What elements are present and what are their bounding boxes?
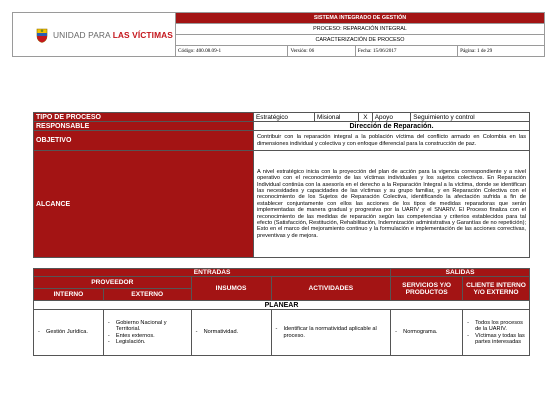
cliente-header: CLIENTE INTERNO Y/O EXTERNO	[463, 277, 530, 301]
logo-cell	[13, 13, 176, 57]
doc-code: Código: 400.08.09-1	[175, 46, 287, 57]
doc-version: Versión: 06	[288, 46, 355, 57]
objetivo-value: Contribuir con la reparación integral a la población víctima del conflicto armado en Colombia en las dimensiones individual y colectiva y con enfoque diferencial para la construcción de paz.	[254, 131, 530, 151]
doc-type: CARACTERIZACIÓN DE PROCESO	[175, 35, 544, 46]
doc-date: Fecha: 15/06/2017	[355, 46, 457, 57]
responsable-value: Dirección de Reparación.	[254, 122, 530, 131]
tipo-mark: X	[359, 113, 373, 121]
list-item: - Normograma.	[394, 329, 459, 335]
externo-header: EXTERNO	[103, 289, 191, 301]
row-servicios	[391, 310, 463, 356]
tipo-seguimiento: Seguimiento y control	[413, 113, 475, 121]
responsable-label: RESPONSABLE	[34, 122, 254, 131]
row-insumos	[191, 310, 271, 356]
list-item: - Entes externos.	[107, 333, 188, 339]
alcance-label: ALCANCE	[34, 151, 254, 258]
tipo-estrategico: Estratégico	[254, 113, 315, 121]
row-cliente	[463, 310, 530, 356]
proveedor-header: PROVEEDOR	[34, 277, 192, 289]
row-actividades	[271, 310, 391, 356]
tipo-misional: Misional	[315, 113, 359, 121]
list-item: - Identificar la normatividad aplicable al proceso.	[275, 326, 388, 338]
salidas-header: SALIDAS	[391, 269, 530, 277]
entradas-header: ENTRADAS	[34, 269, 391, 277]
interno-header: INTERNO	[34, 289, 104, 301]
actividades-header: ACTIVIDADES	[271, 277, 391, 301]
list-item: - Todos los procesos de la UARIV.	[466, 320, 526, 332]
list-item: - Gobierno Nacional y Territorial.	[107, 320, 188, 332]
servicios-header: SERVICIOS Y/O PRODUCTOS	[391, 277, 463, 301]
list-item: - Víctimas y todas las partes interesadas	[466, 333, 526, 345]
document-header	[12, 12, 545, 57]
logo	[35, 27, 173, 43]
system-title: SISTEMA INTEGRADO DE GESTIÓN	[175, 13, 544, 24]
phase-planear: PLANEAR	[34, 301, 530, 310]
process-table	[33, 112, 530, 258]
logo-text: UNIDAD PARA LAS VÍCTIMAS	[53, 29, 173, 40]
inputs-outputs-table	[33, 268, 530, 356]
list-item: - Gestión Jurídica.	[37, 329, 100, 335]
objetivo-label: OBJETIVO	[34, 131, 254, 151]
doc-page: Página: 1 de 29	[458, 46, 545, 57]
alcance-value: A nivel estratégico inicia con la proyección del plan de acción para la vigencia correspondiente y a nivel operativo con el reconocimiento de las víctimas individuales y los sujetos colectivos. En Reparación Individual continúa con la asesoría en el derecho a la Reparación Integral a la víctima, donde se identifican las necesidades y capacidades de las víctimas y su grupo familiar, y en Reparación Colectiva con el reconocimiento de los Sujetos de Reparación Colectiva, identificando la afectación sufrida a fin de establecer conjuntamente con ellos las acciones de los tipos de medidas reparadoras que serán implementadas de manera gradual y progresiva por la UARIV y el SNARIV. El Proceso finaliza con el reconocimiento de las medidas de reparación según las competencias y criterios establecidos para tal efecto (Satisfacción, Restitución, Rehabilitación, Indemnización administrativa y Garantías de no repetición); Esto en el marco del mejoramiento continuo y la formulación e implementación de las acciones correctivas, preventivas y de mejora.	[254, 151, 530, 258]
coat-of-arms-icon	[35, 27, 49, 43]
tipo-options	[254, 113, 530, 122]
insumos-header: INSUMOS	[191, 277, 271, 301]
process-line: PROCESO: REPARACIÓN INTEGRAL	[175, 24, 544, 35]
row-interno	[34, 310, 104, 356]
row-externo	[103, 310, 191, 356]
list-item: - Normatividad.	[195, 329, 268, 335]
list-item: - Legislación.	[107, 339, 188, 345]
tipo-apoyo: Apoyo	[372, 113, 411, 121]
tipo-label: TIPO DE PROCESO	[34, 113, 254, 122]
